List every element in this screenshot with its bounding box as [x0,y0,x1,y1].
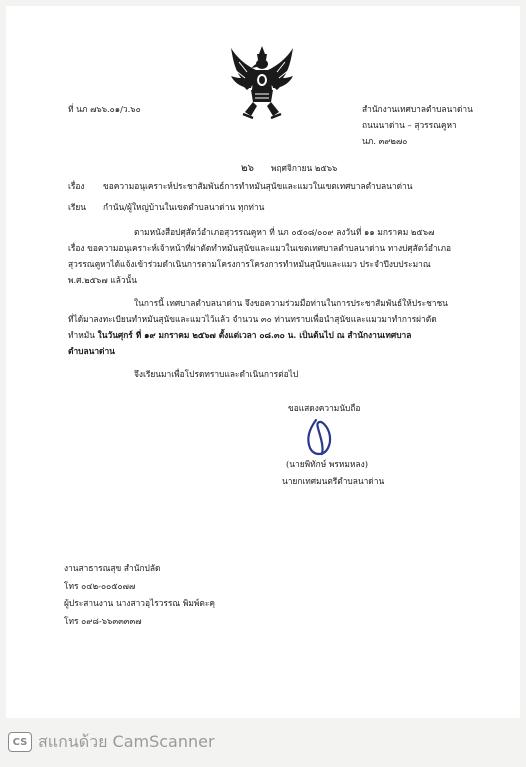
para1-line2: เรื่อง ขอความอนุเคราะห์เจ้าหน้าที่ผ่าตัดทำหมันสุนัขและแมวในเขตเทศบาลตำบลนาด่าน ทางปศุสัตว์อำเภอ [68,243,452,253]
para1-line1: ตามหนังสือปศุสัตว์อำเภอสุวรรณคูหา ที่ นภ ๐๕๐๘/๐๐๙ ลงวันที่ ๑๑ มกราคม ๒๕๖๗ [134,227,435,237]
sender-road: ถนนนาด่าน – สุวรรณคูหา [362,120,457,130]
para1-line3: สุวรรณคูหาได้แจ้งเข้าร่วมดำเนินการตามโครงการโครงการทำหมันสุนัขและแมว ประจำปีงบประมาณ [68,259,431,269]
to-text: กำนัน/ผู้ใหญ่บ้านในเขตตำบลนาด่าน ทุกท่าน [103,202,265,212]
camscanner-brand-text: สแกนด้วย CamScanner [38,732,215,751]
reference-number: ที่ นภ ๗๖๖.๐๑/ว.๖๐ [68,104,141,114]
closing-request: จึงเรียนมาเพื่อโปรดทราบและดำเนินการต่อไป [134,369,299,379]
sender-postcode: นภ. ๓๙๒๗๐ [362,136,408,146]
phone-2: โทร ๐๙๘-๖๖๓๓๓๓๗ [64,616,142,626]
para1-line4: พ.ศ.๒๕๖๗ แล้วนั้น [68,275,137,285]
date-month-year: พฤศจิกายน ๒๕๖๖ [271,163,338,173]
para2-line3-bold: ในวันศุกร์ ที่ ๑๙ มกราคม ๒๕๖๗ ตั้งแต่เวลา ๐๘.๓๐ น. เป็นต้นไป ณ สำนักงานเทศบาล [97,330,412,340]
to-label: เรียน [68,202,86,212]
subject-label: เรื่อง [68,181,85,191]
closing-respect: ขอแสดงความนับถือ [288,403,361,413]
handwritten-signature [302,416,338,458]
garuda-emblem-icon [229,44,295,120]
letter-page [6,6,520,718]
signer-name: (นายพิทักษ์ พรหมหลง) [286,459,368,469]
para2-line3 [68,330,411,341]
para2-line1: ในการนี้ เทศบาลตำบลนาด่าน จึงขอความร่วมมือท่านในการประชาสัมพันธ์ให้ประชาชน [134,298,448,308]
date-day: ๒๖ [241,163,254,174]
subject-text: ขอความอนุเคราะห์ประชาสัมพันธ์การทำหมันสุนัขและแมวในเขตเทศบาลตำบลนาด่าน [103,181,413,191]
signer-title: นายกเทศมนตรีตำบลนาด่าน [282,476,385,486]
phone-1: โทร ๐๔๒-๐๐๕๐๗๗ [64,581,136,591]
para2-line3-normal: ทำหมัน [68,330,95,340]
sender-office: สำนักงานเทศบาลตำบลนาด่าน [362,104,473,114]
para2-line4: ตำบลนาด่าน [68,346,115,356]
camscanner-logo-icon: CS [8,732,32,752]
department: งานสาธารณสุข สำนักปลัด [64,563,161,573]
para2-line2: ที่ได้มาลงทะเบียนทำหมันสุนัขและแมวไว้แล้ว จำนวน ๓๐ ท่านทราบเพื่อนำสุนัขและแมวมาทำการผ่าตัด [68,314,437,324]
coordinator: ผู้ประสานงาน นางสาวอุไรวรรณ พิมพ์ตะคุ [64,598,215,608]
